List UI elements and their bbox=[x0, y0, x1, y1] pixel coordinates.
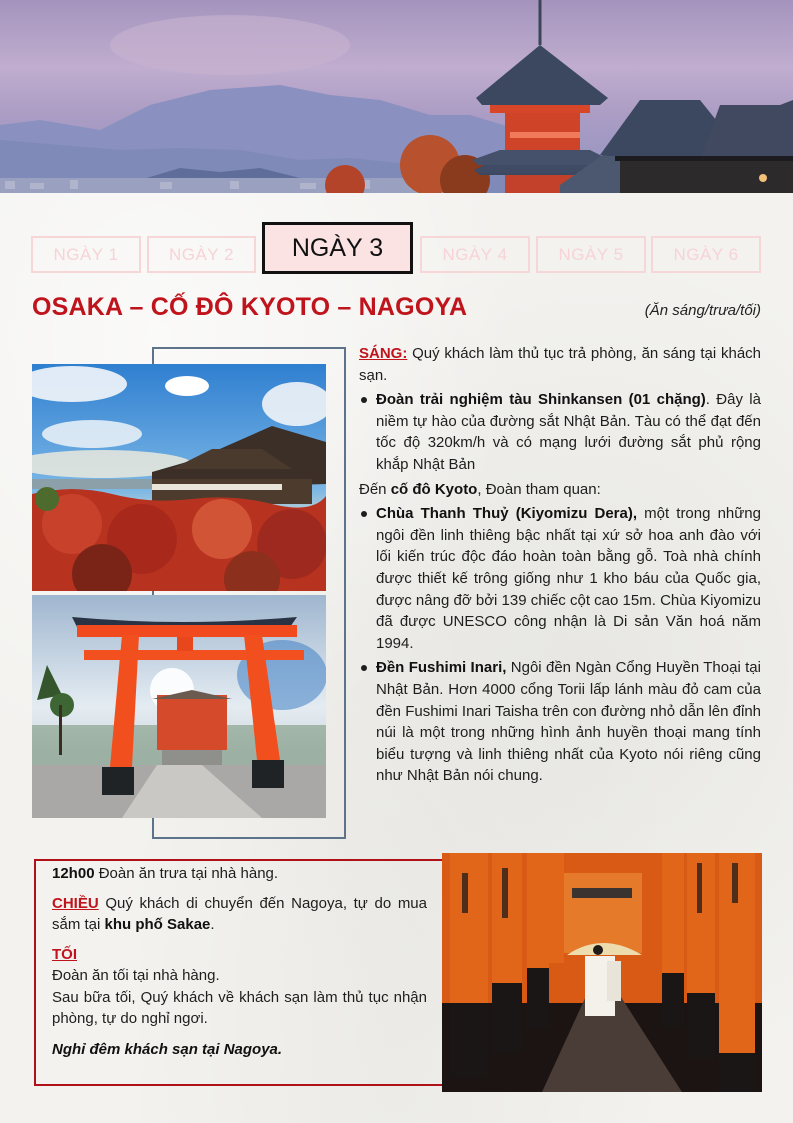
fushimi-title: Đền Fushimi Inari, bbox=[376, 659, 507, 677]
fushimi-text: Ngôi đền Ngàn Cổng Huyền Thoại tại Nhật Bản. Hơn 4000 cổng Torii lấp lánh màu đỏ cam của đền Fushimi Inari Taisha trên con đường nhỏ dẫn lên đỉnh núi là một trong những hình ảnh huyền thoại mang tính biểu tượng và linh thiêng nhất của Kyoto nói riêng cũng như Nhật Bản nói chung. bbox=[376, 659, 761, 785]
evening-line-2: Sau bữa tối, Quý khách về khách sạn làm thủ tục nhận phòng, tự do nghỉ ngơi. bbox=[52, 988, 427, 1027]
tab-day-2[interactable]: NGÀY 2 bbox=[147, 236, 256, 273]
tab-day-4[interactable]: NGÀY 4 bbox=[420, 236, 530, 273]
morning-itinerary bbox=[359, 343, 761, 790]
list-item-shinkansen bbox=[359, 389, 761, 475]
overnight-note: Nghỉ đêm khách sạn tại Nagoya. bbox=[52, 1040, 283, 1058]
list-item-kiyomizu bbox=[359, 503, 761, 654]
lunch-line bbox=[52, 863, 427, 885]
lunch-time: 12h00 bbox=[52, 865, 95, 882]
morning-paragraph bbox=[359, 343, 761, 386]
fushimi-inari-torii-photo bbox=[32, 595, 326, 818]
afternoon-paragraph bbox=[52, 893, 427, 936]
shinkansen-title: Đoàn trải nghiệm tàu Shinkansen (01 chặng) bbox=[376, 391, 706, 409]
shinkansen-list bbox=[359, 389, 761, 475]
evening-line-1: Đoàn ăn tối tại nhà hàng. bbox=[52, 967, 220, 984]
evening-label: TỐI bbox=[52, 945, 77, 963]
tab-day-5[interactable]: NGÀY 5 bbox=[536, 236, 646, 273]
meals-included: (Ăn sáng/trưa/tối) bbox=[644, 302, 761, 319]
tab-day-3-active[interactable]: NGÀY 3 bbox=[262, 222, 413, 274]
header-banner-image bbox=[0, 0, 793, 193]
list-item-fushimi bbox=[359, 657, 761, 787]
kyoto-intro-post: , Đoàn tham quan: bbox=[477, 480, 601, 498]
torii-corridor-photo bbox=[442, 853, 762, 1092]
afternoon-text: Quý khách di chuyển đến Nagoya, tự do mua sắm tại bbox=[52, 894, 427, 933]
kiyomizu-title: Chùa Thanh Thuỷ (Kiyomizu Dera), bbox=[376, 505, 638, 523]
evening-label-line bbox=[52, 944, 427, 966]
kyoto-intro-bold: cố đô Kyoto bbox=[390, 480, 478, 498]
morning-text: Quý khách làm thủ tục trả phòng, ăn sáng tại khách sạn. bbox=[359, 345, 761, 384]
morning-label: SÁNG: bbox=[359, 345, 408, 362]
lunch-text: Đoàn ăn trưa tại nhà hàng. bbox=[94, 865, 279, 882]
sakae-district: khu phố Sakae bbox=[104, 916, 211, 933]
afternoon-label: CHIỀU bbox=[52, 894, 99, 912]
kiyomizu-text: một trong những ngôi đền linh thiêng bậc nhất tại xứ sở hoa anh đào với lối kiến trúc độc đáo hoàn toàn bằng gỗ. Toà nhà chính được thiết kế trông giống như 1 kho báu của Quốc gia, được nâng đỡ bởi 139 chiếc cột cao 15m. Chùa Kiyomizu đã được UNESCO công nhận là Di sản Văn hoá năm 1994. bbox=[376, 505, 761, 652]
kyoto-intro bbox=[359, 479, 761, 501]
shinkansen-text: . Đây là niềm tự hào của đường sắt Nhật Bản. Tàu có thể đạt đến tốc độ 320km/h và có mạng lưới đường sắt phủ rộng khắp Nhật Bản bbox=[376, 391, 761, 473]
kiyomizu-dera-photo bbox=[32, 364, 326, 591]
tab-day-6[interactable]: NGÀY 6 bbox=[651, 236, 761, 273]
afternoon-post: . bbox=[210, 916, 215, 933]
afternoon-evening-box bbox=[34, 859, 443, 1086]
day-title: OSAKA – CỐ ĐÔ KYOTO – NAGOYA bbox=[32, 293, 468, 321]
kyoto-intro-pre: Đến bbox=[359, 480, 391, 498]
sights-list bbox=[359, 503, 761, 787]
tab-day-1[interactable]: NGÀY 1 bbox=[31, 236, 141, 273]
